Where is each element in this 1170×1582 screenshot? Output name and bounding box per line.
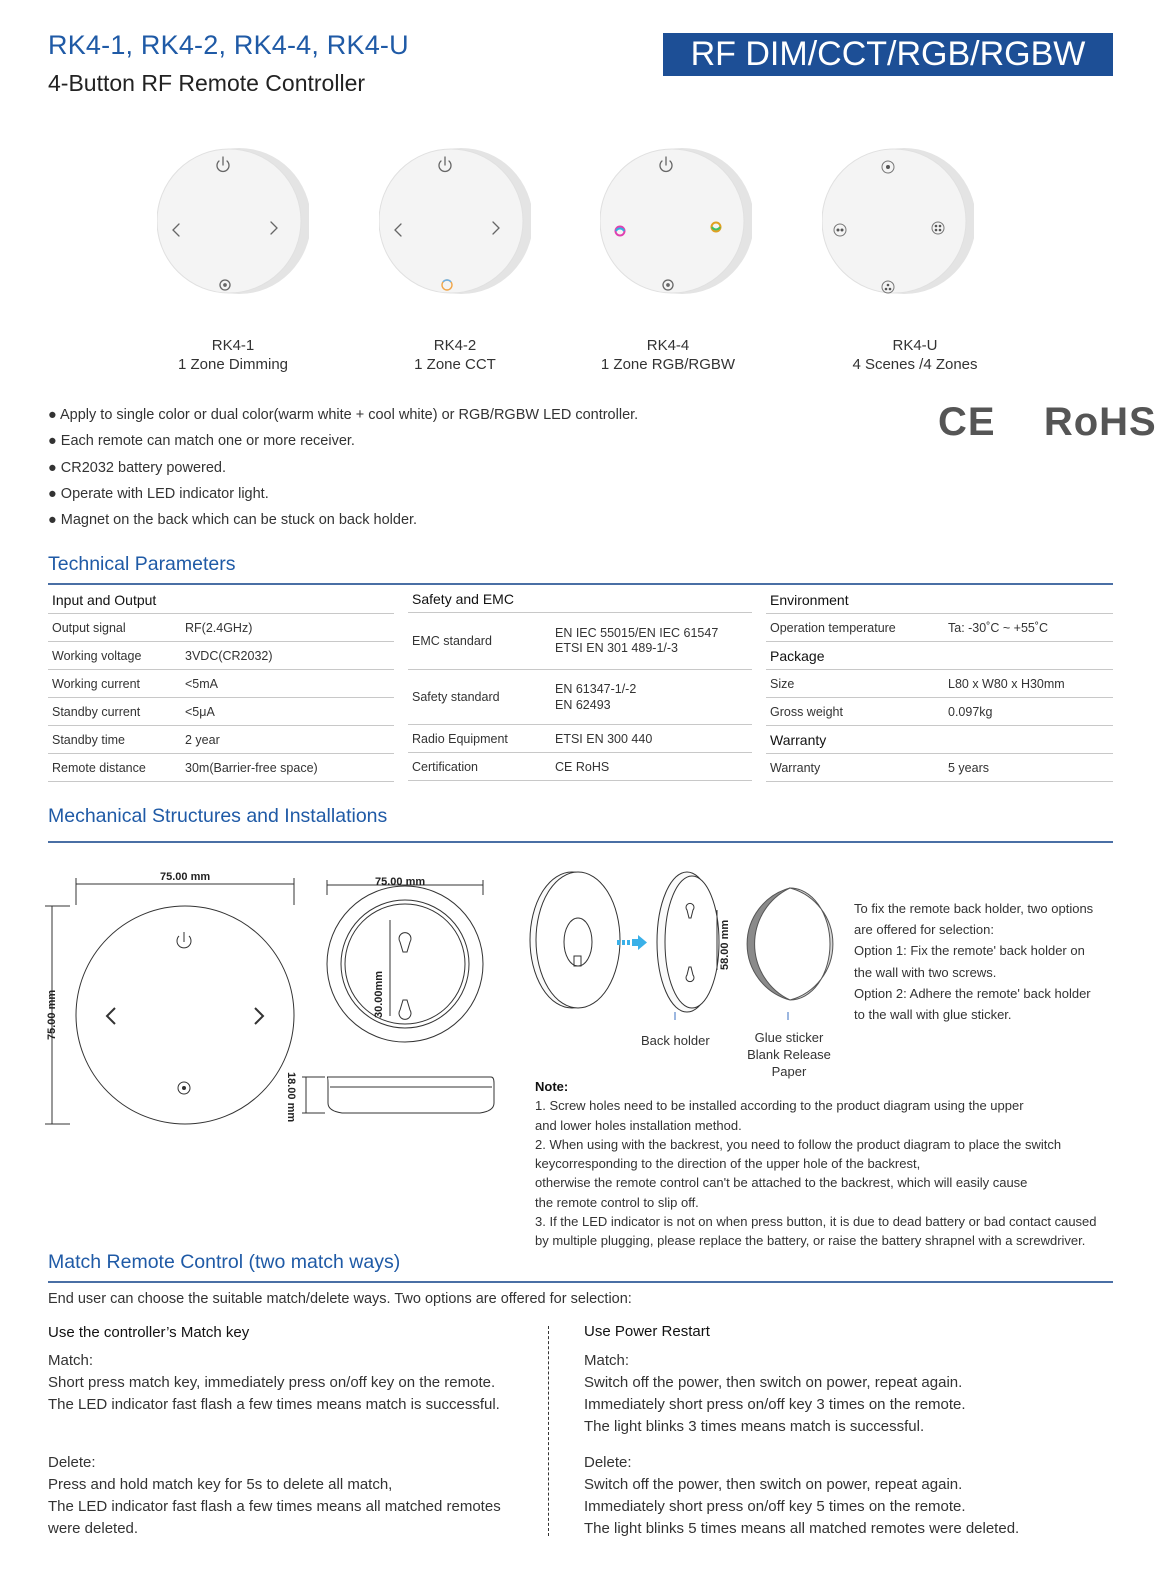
safety-emc-table xyxy=(408,586,752,781)
feature-list xyxy=(48,402,638,533)
tech-params-title: Technical Parameters xyxy=(48,553,236,575)
product-banner: RF DIM/CCT/RGB/RGBW xyxy=(663,33,1113,76)
installation-drawing xyxy=(522,870,842,1020)
dim-width-back: 75.00 mm xyxy=(375,876,426,888)
match-key-column: Match: Short press match key, immediately press on/off key on the remote. The LED indicator fast flash a few times means match is successful. Delete: Press and hold match key for 5s to delete all match, The LED indicator fast flash a few times means all matched remotes were deleted. xyxy=(48,1352,501,1537)
dim-hole-spacing: 30.00mm xyxy=(373,970,385,1018)
environment-table xyxy=(766,586,1113,782)
dimension-drawing xyxy=(40,860,520,1135)
ce-mark: CE xyxy=(938,400,996,444)
table-row: Operation temperature Ta: -30˚C ~ +55˚C xyxy=(766,614,1113,642)
installation-notes: Note: 1. Screw holes need to be installed according to the product diagram using the upper and lower holes installation method. 2. When using with the backrest, you need to follow the product diagram to place the switch keycorresponding to the direction of the upper hole of the backrest, otherwise the remote control can't be attached to the backrest, which will easily cause the remote control to slip off. 3. If the LED indicator is not on when press button, it is due to dead battery or bad contact caused by multiple plugging, please replace the battery, or raise the battery shrapnel with a screwdriver. xyxy=(535,1079,1097,1249)
feature-item: ● CR2032 battery powered. xyxy=(48,459,227,476)
table-row: Output signal RF(2.4GHz) xyxy=(48,614,394,642)
glue-sticker-text: Glue sticker xyxy=(754,1030,824,1045)
table-heading: Input and Output xyxy=(48,586,394,614)
table-row: Working current <5mA xyxy=(48,670,394,698)
rk4-1-desc: 1 Zone Dimming xyxy=(177,356,289,373)
power-restart-heading: Use Power Restart xyxy=(584,1323,710,1340)
table-heading: Warranty xyxy=(766,726,1113,754)
glue-sticker-label xyxy=(730,1029,848,1080)
rk4-4-caption xyxy=(568,336,768,374)
column-divider xyxy=(548,1326,549,1536)
mechanical-title: Mechanical Structures and Installations xyxy=(48,805,388,827)
rk4-2-caption xyxy=(355,336,555,374)
rk4-1-caption xyxy=(133,336,333,374)
table-heading: Safety and EMC xyxy=(408,586,752,613)
rk4-4-remote-image xyxy=(600,145,752,297)
power-restart-column: Match: Switch off the power, then switch on power, repeat again. Immediately short press on/off key 3 times on the remote. The light blinks 3 times means match is successful. Delete: Switch off the power, then switch on power, repeat again. Immediately short press on/off key 5 times on the remote. The light blinks 5 times means all matched remotes were deleted. xyxy=(584,1352,1020,1537)
rk4-1-model: RK4-1 xyxy=(211,337,255,354)
rk4-2-model: RK4-2 xyxy=(433,337,477,354)
rk4-u-model: RK4-U xyxy=(892,337,938,354)
table-row: Working voltage 3VDC(CR2032) xyxy=(48,642,394,670)
input-output-table xyxy=(48,586,394,782)
dim-thickness: 18.00 mm xyxy=(285,1072,297,1123)
rohs-mark: RoHS xyxy=(1043,400,1157,444)
table-row: Standby current <5μA xyxy=(48,698,394,726)
table-heading: Package xyxy=(766,642,1113,670)
table-row: Remote distance 30m(Barrier-free space) xyxy=(48,754,394,782)
blank-paper-text: Blank Release Paper xyxy=(747,1047,831,1079)
table-row: EMC standard EN IEC 55015/EN IEC 61547 ETSI EN 301 489-1/-3 xyxy=(408,613,752,670)
section-divider xyxy=(48,1281,1113,1283)
rk4-2-desc: 1 Zone CCT xyxy=(414,356,496,373)
table-heading: Environment xyxy=(766,586,1113,614)
table-row: Gross weight 0.097kg xyxy=(766,698,1113,726)
rk4-u-remote-image xyxy=(822,145,974,297)
feature-item: ● Apply to single color or dual color(warm white + cool white) or RGB/RGBW LED controller. xyxy=(48,407,639,423)
section-divider xyxy=(48,841,1113,843)
feature-item: ● Each remote can match one or more receiver. xyxy=(48,433,355,450)
model-title: RK4-1, RK4-2, RK4-4, RK4-U xyxy=(48,30,409,60)
table-row: Size L80 x W80 x H30mm xyxy=(766,670,1113,698)
rk4-4-model: RK4-4 xyxy=(646,337,690,354)
table-row: Standby time 2 year xyxy=(48,726,394,754)
section-divider xyxy=(48,583,1113,585)
fix-instructions: To fix the remote back holder, two options are offered for selection: Option 1: Fix the remote' back holder on the wall with two screws. Option 2: Adhere the remote' back holder to the wall with glue sticker. xyxy=(854,901,1094,1023)
table-row: Radio Equipment ETSI EN 300 440 xyxy=(408,725,752,753)
match-key-heading: Use the controller’s Match key xyxy=(48,1324,250,1341)
match-title: Match Remote Control (two match ways) xyxy=(48,1251,401,1273)
table-row: Certification CE RoHS xyxy=(408,753,752,781)
table-row: Safety standard EN 61347-1/-2 EN 62493 xyxy=(408,670,752,725)
table-row: Warranty 5 years xyxy=(766,754,1113,782)
rk4-u-desc: 4 Scenes /4 Zones xyxy=(852,356,978,373)
dim-height-front: 75.00 mm xyxy=(46,989,58,1040)
rk4-4-desc: 1 Zone RGB/RGBW xyxy=(600,356,736,373)
cert-logos xyxy=(938,400,1157,445)
rk4-u-caption xyxy=(815,336,1015,374)
product-subtitle: 4-Button RF Remote Controller xyxy=(48,70,366,96)
back-holder-label: Back holder xyxy=(641,1033,710,1048)
dim-holder-height: 58.00 mm xyxy=(719,919,731,970)
feature-item: ● Magnet on the back which can be stuck on back holder. xyxy=(48,512,418,529)
dim-width-front: 75.00 mm xyxy=(160,871,211,883)
rk4-2-remote-image xyxy=(379,145,531,297)
note-title: Note: xyxy=(535,1079,569,1094)
feature-item: ● Operate with LED indicator light. xyxy=(48,485,269,502)
match-intro: End user can choose the suitable match/delete ways. Two options are offered for selection: xyxy=(48,1291,632,1307)
rk4-1-remote-image xyxy=(157,145,309,297)
